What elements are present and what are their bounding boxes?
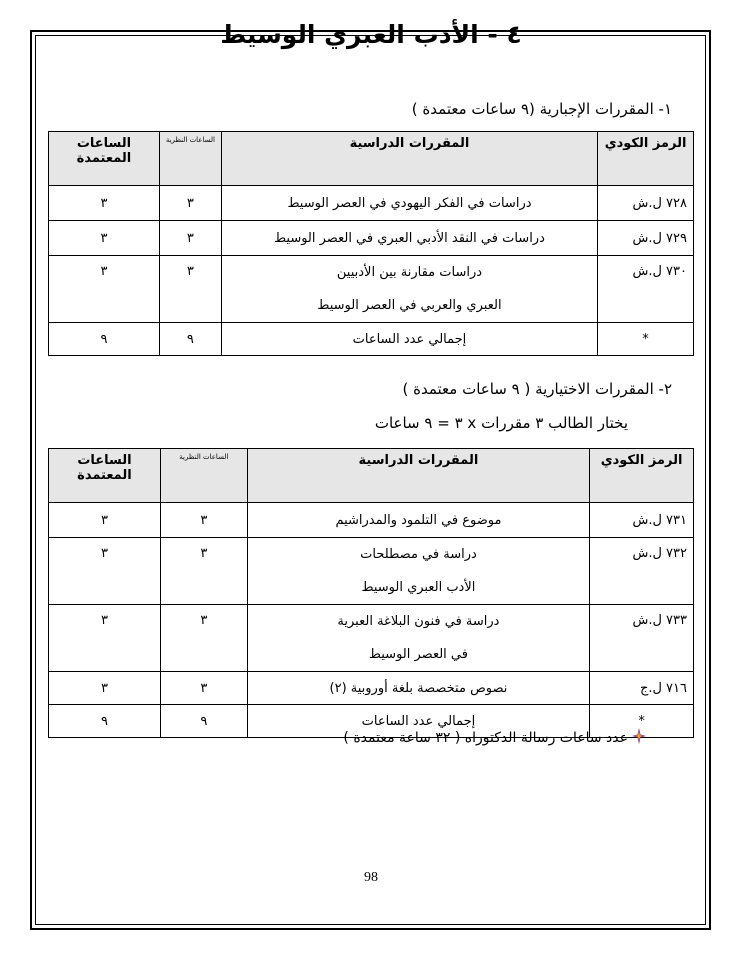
course-name-line: الأدب العبري الوسيط [361,580,476,595]
credit-hours: ٣ [49,221,160,256]
course-name: دراسات في النقد الأدبي العبري في العصر الوسيط [221,221,597,256]
course-name-line: العبري والعربي في العصر الوسيط [317,298,502,313]
table-row [49,605,694,672]
table-header-row [49,449,694,503]
header-code: الرمز الكودي [590,449,694,503]
table-row [49,503,694,538]
course-name-line: دراسات مقارنة بين الأدبيين [336,265,483,280]
credit-hours: ٣ [49,503,161,538]
table-row [49,672,694,705]
table-row [49,538,694,605]
course-name-line: دراسة في مصطلحات [360,547,477,562]
elective-courses-table [48,448,694,738]
table-total-row [49,323,694,356]
course-name-line: دراسة في فنون البلاغة العبرية [337,614,500,629]
theory-hours: ٣ [159,256,221,323]
course-name: دراسات في الفكر اليهودي في العصر الوسيط [221,186,597,221]
credit-hours: ٣ [49,256,160,323]
header-theory-hours: الساعات النظرية [159,132,221,186]
header-courses: المقررات الدراسية [247,449,589,503]
course-name [221,256,597,323]
course-code: ٧٣١ ل.ش [590,503,694,538]
course-name [247,605,589,672]
total-theory-hours: ٩ [159,323,221,356]
total-label: إجمالي عدد الساعات [247,705,589,738]
total-theory-hours: ٩ [160,705,247,738]
theory-hours: ٣ [160,503,247,538]
page-title: ٤ - الأدب العبري الوسيط [220,20,522,49]
credit-hours: ٣ [49,605,161,672]
footnote-text: عدد ساعات رسالة الدكتوراه ( ٣٢ ساعة معتمدة ) [343,730,628,746]
course-code: ٧٣٠ ل.ش [598,256,694,323]
course-code: ٧٢٩ ل.ش [598,221,694,256]
section2-note: يختار الطالب ٣ مقررات x ٣ = ٩ ساعات [374,414,628,432]
course-name: نصوص متخصصة بلغة أوروبية (٢) [247,672,589,705]
total-marker: * [598,323,694,356]
theory-hours: ٣ [160,672,247,705]
theory-hours: ٣ [159,186,221,221]
section1-heading: ١- المقررات الإجبارية (٩ ساعات معتمدة ) [411,100,672,118]
header-courses: المقررات الدراسية [221,132,597,186]
four-point-star-bullet-icon [632,728,646,748]
total-credit-hours: ٩ [49,323,160,356]
course-name-line: في العصر الوسيط [368,647,468,662]
table-row [49,186,694,221]
page-number: 98 [364,870,378,885]
theory-hours: ٣ [160,538,247,605]
table-row [49,221,694,256]
course-name: موضوع في التلمود والمدراشيم [247,503,589,538]
header-credit-hours: الساعات المعتمدة [49,132,160,186]
theory-hours: ٣ [160,605,247,672]
credit-hours: ٣ [49,538,161,605]
course-code: ٧٣٢ ل.ش [590,538,694,605]
header-theory-hours: الساعات النظرية [160,449,247,503]
course-code: ٧٣٣ ل.ش [590,605,694,672]
total-label: إجمالي عدد الساعات [221,323,597,356]
total-credit-hours: ٩ [49,705,161,738]
compulsory-courses-table [48,131,694,356]
course-code: ٧١٦ ل.ج [590,672,694,705]
theory-hours: ٣ [159,221,221,256]
total-marker: * [590,705,694,738]
footnote [343,728,646,748]
credit-hours: ٣ [49,186,160,221]
section2-heading: ٢- المقررات الاختيارية ( ٩ ساعات معتمدة ) [402,380,672,398]
credit-hours: ٣ [49,672,161,705]
table-header-row [49,132,694,186]
header-code: الرمز الكودي [598,132,694,186]
table-row [49,256,694,323]
header-credit-hours: الساعات المعتمدة [49,449,161,503]
course-name [247,538,589,605]
course-code: ٧٢٨ ل.ش [598,186,694,221]
